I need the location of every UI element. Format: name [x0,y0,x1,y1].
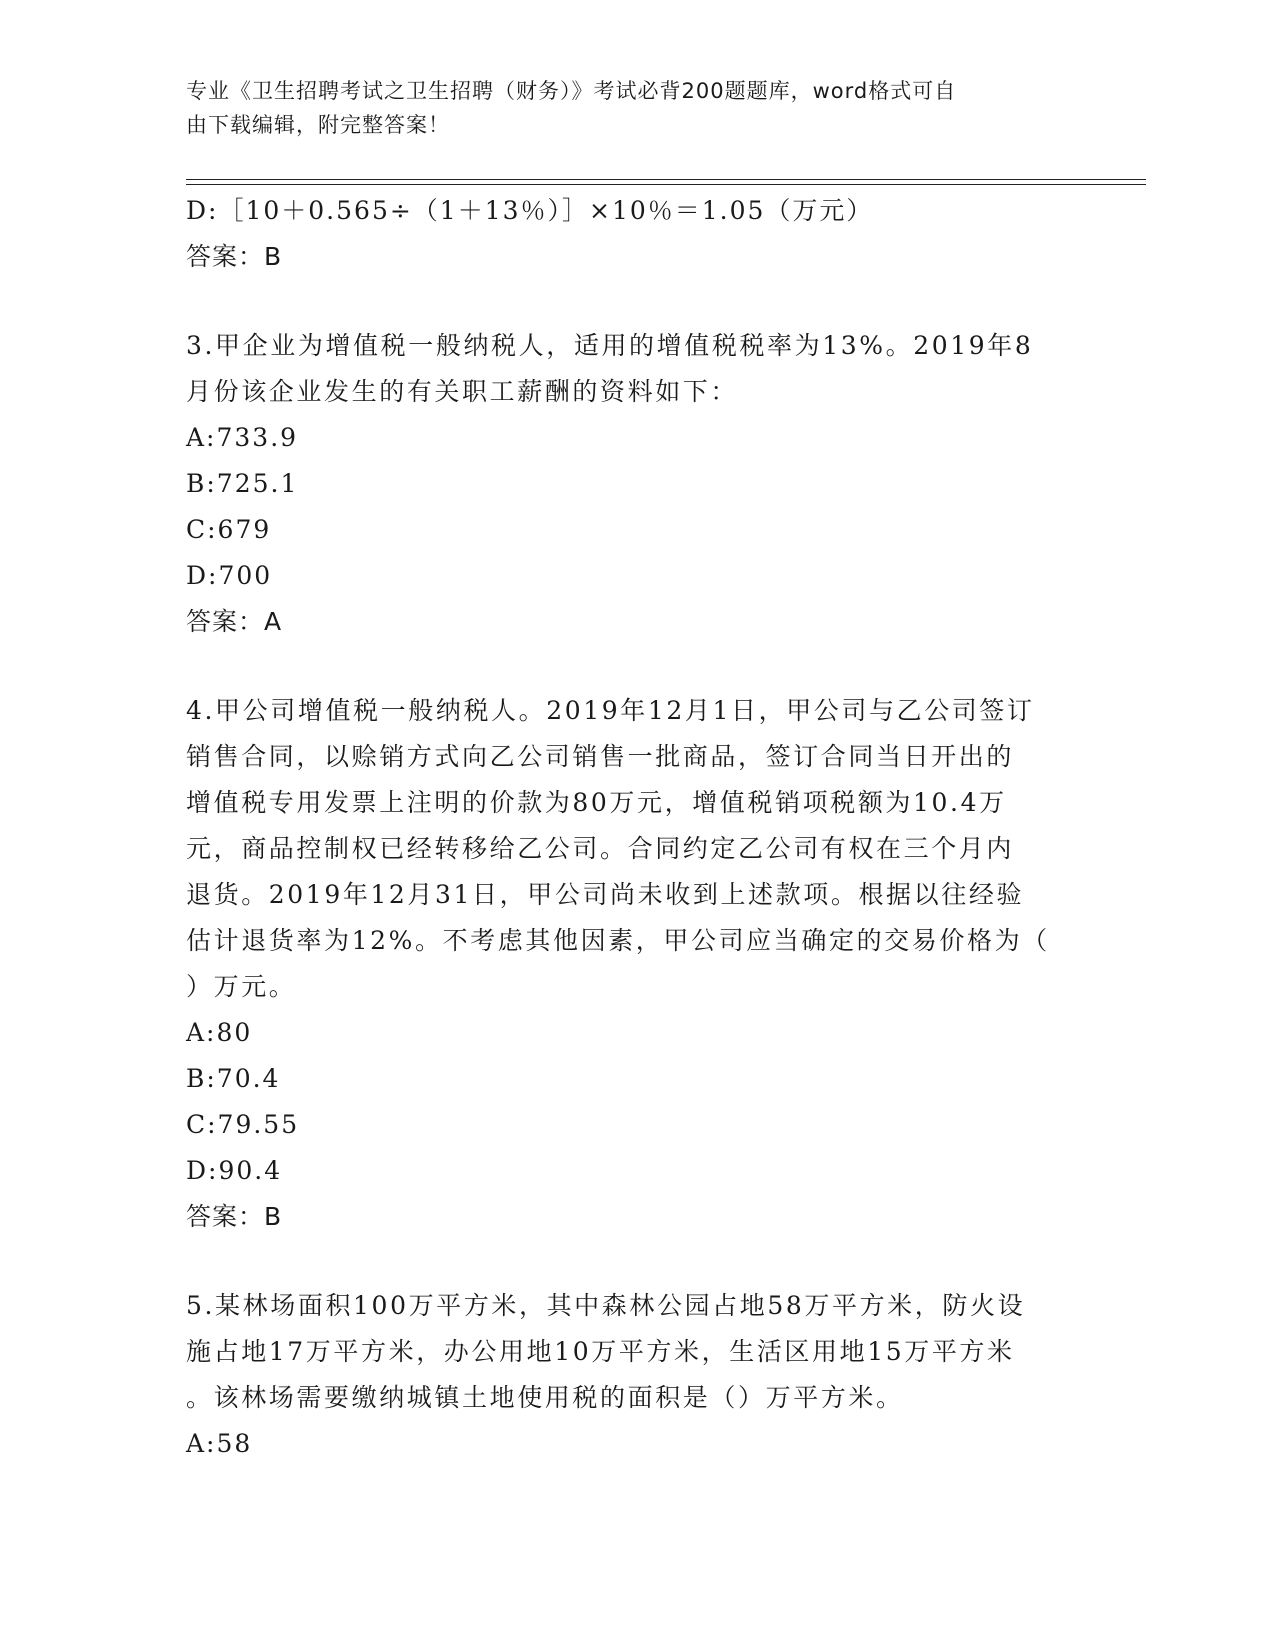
question-text-line: 5.某林场面积100万平方米，其中森林公园占地58万平方米，防火设 [186,1291,1026,1320]
document-body [186,188,1086,1467]
question-4 [186,688,1086,1240]
option-d: D:700 [186,561,273,590]
question-3 [186,323,1086,645]
document-header [186,74,1086,142]
option-b: B:70.4 [186,1064,281,1093]
question-text-line: 销售合同，以赊销方式向乙公司销售一批商品，签订合同当日开出的 [186,742,1015,771]
question-text-line: 4.甲公司增值税一般纳税人。2019年12月1日，甲公司与乙公司签订 [186,696,1035,725]
option-a: A:733.9 [186,423,299,452]
question-text-line: 增值税专用发票上注明的价款为80万元，增值税销项税额为10.4万 [186,788,1007,817]
question-text-line: 。该林场需要缴纳城镇土地使用税的面积是（）万平方米。 [186,1383,904,1412]
option-c: C:679 [186,515,272,544]
option-c: C:79.55 [186,1110,300,1139]
option-a: A:80 [186,1018,253,1047]
question-text-line: 退货。2019年12月31日，甲公司尚未收到上述款项。根据以往经验 [186,880,1025,909]
answer-label: 答案：A [186,607,283,636]
header-divider-top [186,179,1146,180]
answer-label: 答案：B [186,1202,283,1231]
answer-label: 答案：B [186,242,283,271]
option-a: A:58 [186,1429,253,1458]
question-text-line: 月份该企业发生的有关职工薪酬的资料如下： [186,377,739,406]
header-title-line-2: 由下载编辑，附完整答案！ [186,113,450,137]
question-text-line: 施占地17万平方米，办公用地10万平方米，生活区用地15万平方米 [186,1337,1015,1366]
question-text-line: 3.甲企业为增值税一般纳税人，适用的增值税税率为13%。2019年8 [186,331,1034,360]
question-text-line: 估计退货率为12%。不考虑其他因素，甲公司应当确定的交易价格为（ [186,926,1050,955]
question-5 [186,1283,1086,1467]
header-title-line-1: 专业《卫生招聘考试之卫生招聘（财务）》考试必背200题题库，word格式可自 [186,79,957,103]
prev-question-block [186,188,1086,280]
question-text-line: 元，商品控制权已经转移给乙公司。合同约定乙公司有权在三个月内 [186,834,1015,863]
option-d: D:［10＋0.565÷（1＋13％）］×10％＝1.05（万元） [186,196,874,225]
header-divider-bottom [186,184,1146,185]
option-b: B:725.1 [186,469,299,498]
option-d: D:90.4 [186,1156,283,1185]
question-text-line: ）万元。 [186,972,297,1001]
